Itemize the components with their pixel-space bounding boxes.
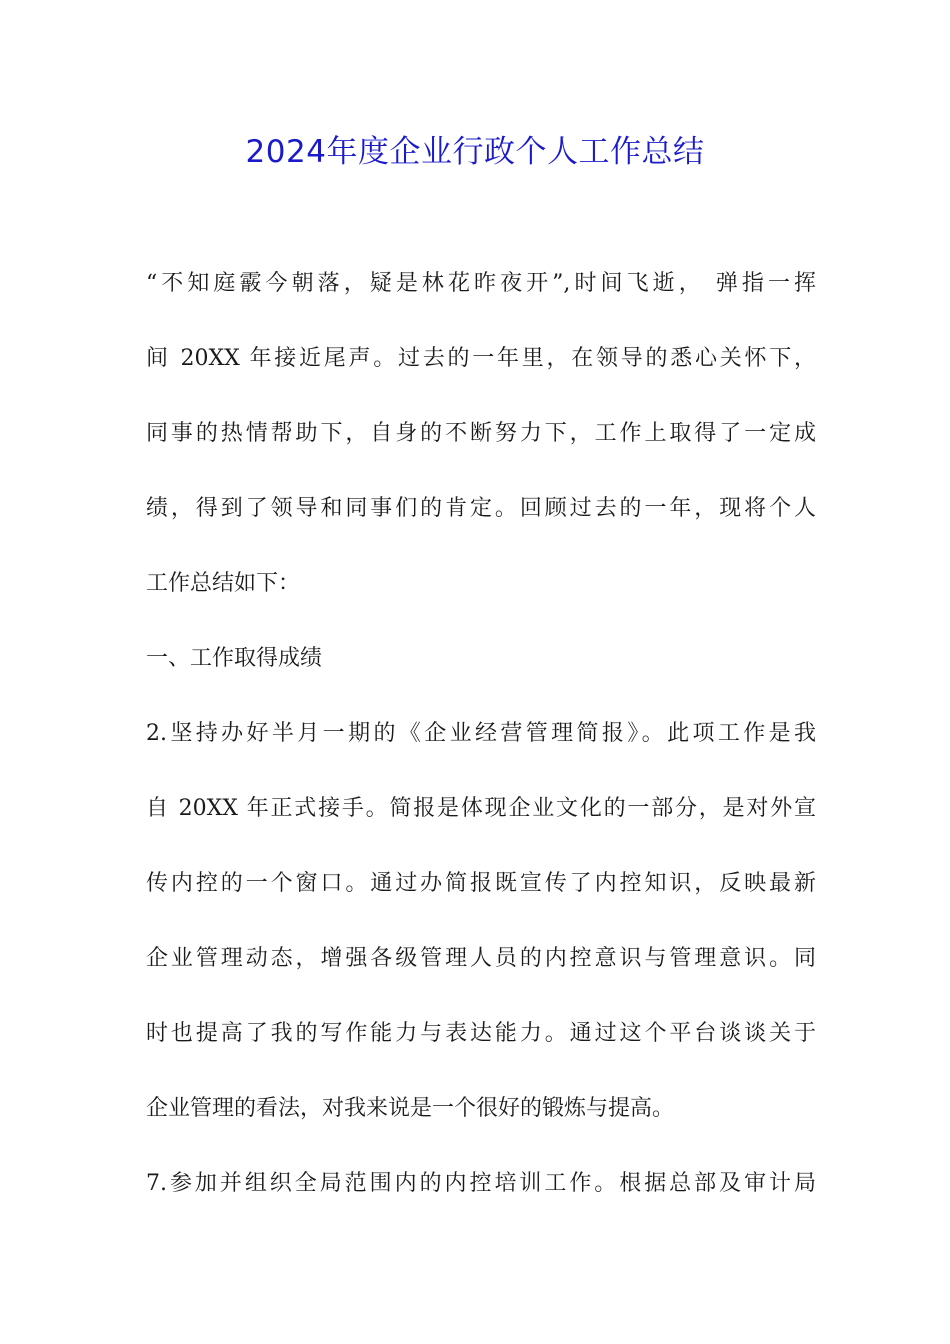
body-line: 传内控的一个窗口。通过办简报既宣传了内控知识，反映最新: [146, 871, 816, 896]
body-line: 同事的热情帮助下，自身的不断努力下，工作上取得了一定成: [146, 421, 816, 446]
body-line: 企业管理动态，增强各级管理人员的内控意识与管理意识。同: [146, 946, 816, 971]
body-line: 间 20XX 年接近尾声。过去的一年里，在领导的悉心关怀下，: [146, 346, 816, 371]
section-heading: 一、工作取得成绩: [146, 646, 323, 671]
body-line: 工作总结如下：: [146, 571, 301, 596]
body-line: “不知庭霰今朝落，疑是林花昨夜开”,时间飞逝， 弹指一挥: [146, 271, 816, 296]
body-line: 时也提高了我的写作能力与表达能力。通过这个平台谈谈关于: [146, 1021, 816, 1046]
document-title: 2024年度企业行政个人工作总结: [245, 134, 705, 170]
body-line: 7.参加并组织全局范围内的内控培训工作。根据总部及审计局: [146, 1171, 816, 1196]
body-line: 2.坚持办好半月一期的《企业经营管理简报》。此项工作是我: [146, 721, 816, 746]
body-line: 绩，得到了领导和同事们的肯定。回顾过去的一年，现将个人: [146, 496, 816, 521]
body-line: 自 20XX 年正式接手。简报是体现企业文化的一部分，是对外宣: [146, 796, 816, 821]
body-line: 企业管理的看法，对我来说是一个很好的锻炼与提高。: [146, 1096, 675, 1121]
